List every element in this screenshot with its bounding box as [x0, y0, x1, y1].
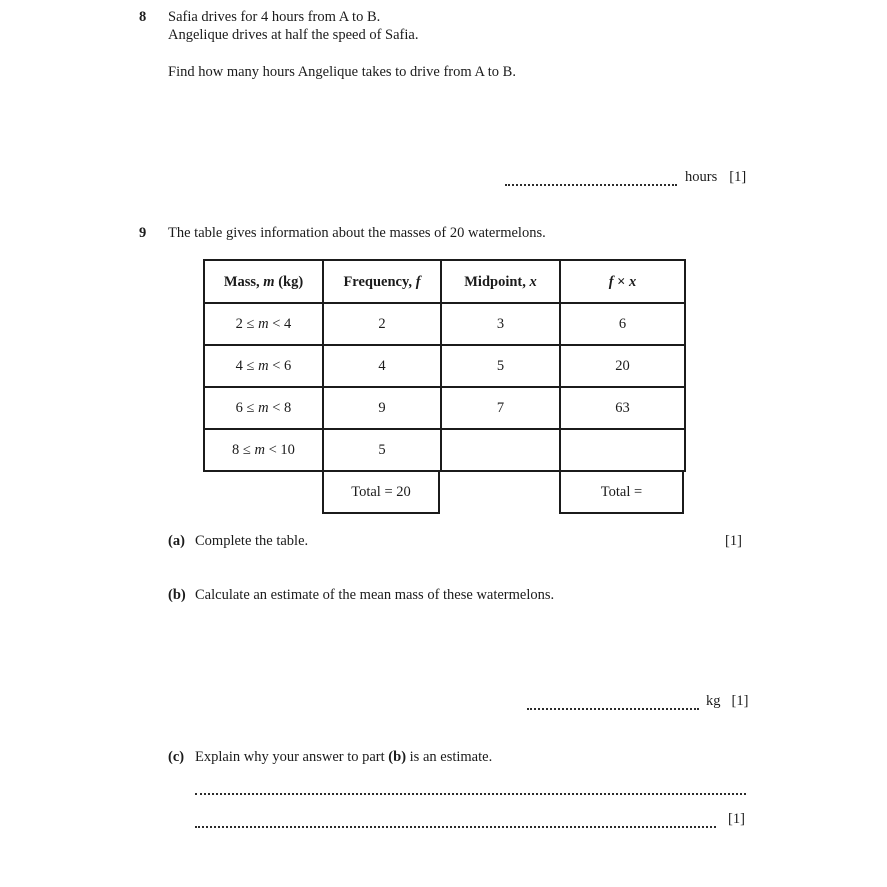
part-a-label: (a) — [168, 533, 185, 549]
cell-frequency: 9 — [323, 387, 441, 429]
table-row — [204, 429, 685, 471]
cell-mass-range: 4 ≤ m < 6 — [204, 345, 323, 387]
table-row — [204, 303, 685, 345]
part-b — [168, 586, 554, 604]
answer-dots — [527, 692, 699, 710]
question-8-number: 8 — [139, 9, 147, 25]
answer-unit-hours: hours — [685, 169, 718, 185]
question-8-line2: Angelique drives at half the speed of Safia. — [168, 27, 419, 43]
question-9-number: 9 — [139, 225, 147, 241]
answer-line-hours — [505, 164, 746, 186]
table-row — [204, 387, 685, 429]
cell-fx-empty — [560, 429, 685, 471]
answer-dotted-line-1 — [195, 793, 746, 795]
col-header-mass: Mass, m (kg) — [204, 260, 323, 303]
answer-dots — [195, 812, 716, 828]
col-header-fx: f × x — [560, 260, 685, 303]
table-row — [204, 345, 685, 387]
marks-badge-q8: [1] — [729, 169, 747, 185]
cell-mass-range: 2 ≤ m < 4 — [204, 303, 323, 345]
cell-fx: 63 — [560, 387, 685, 429]
question-9-intro: The table gives information about the masses of 20 watermelons. — [168, 225, 546, 241]
cell-mass-range: 6 ≤ m < 8 — [204, 387, 323, 429]
cell-frequency: 5 — [323, 429, 441, 471]
answer-unit-kg: kg — [706, 693, 721, 709]
cell-fx: 20 — [560, 345, 685, 387]
marks-badge-part-a: [1] — [725, 533, 742, 549]
mass-frequency-table — [203, 259, 684, 514]
answer-line-kg — [527, 688, 748, 710]
cell-midpoint: 3 — [441, 303, 560, 345]
marks-badge-part-b: [1] — [731, 693, 749, 709]
cell-frequency: 4 — [323, 345, 441, 387]
col-header-frequency: Frequency, f — [323, 260, 441, 303]
cell-midpoint: 5 — [441, 345, 560, 387]
question-8-line1: Safia drives for 4 hours from A to B. — [168, 9, 381, 25]
frequency-total-cell: Total = 20 — [322, 472, 440, 514]
part-c-text: Explain why your answer to part (b) is an estimate. — [195, 749, 493, 765]
cell-frequency: 2 — [323, 303, 441, 345]
part-b-text: Calculate an estimate of the mean mass of these watermelons. — [195, 587, 555, 603]
part-b-label: (b) — [168, 587, 186, 603]
table-header-row — [204, 260, 685, 303]
answer-dots — [505, 168, 677, 186]
marks-badge-part-c: [1] — [728, 811, 745, 827]
part-a-text: Complete the table. — [195, 533, 309, 549]
table-totals-row — [203, 472, 684, 514]
fx-total-cell: Total = — [559, 472, 684, 514]
question-8-instruction: Find how many hours Angelique takes to drive from A to B. — [168, 64, 516, 80]
col-header-midpoint: Midpoint, x — [441, 260, 560, 303]
cell-midpoint: 7 — [441, 387, 560, 429]
cell-fx: 6 — [560, 303, 685, 345]
cell-midpoint-empty — [441, 429, 560, 471]
cell-mass-range: 8 ≤ m < 10 — [204, 429, 323, 471]
answer-dotted-line-2 — [195, 810, 745, 828]
part-c-label: (c) — [168, 749, 185, 765]
part-a — [168, 532, 308, 550]
part-c — [168, 748, 492, 766]
